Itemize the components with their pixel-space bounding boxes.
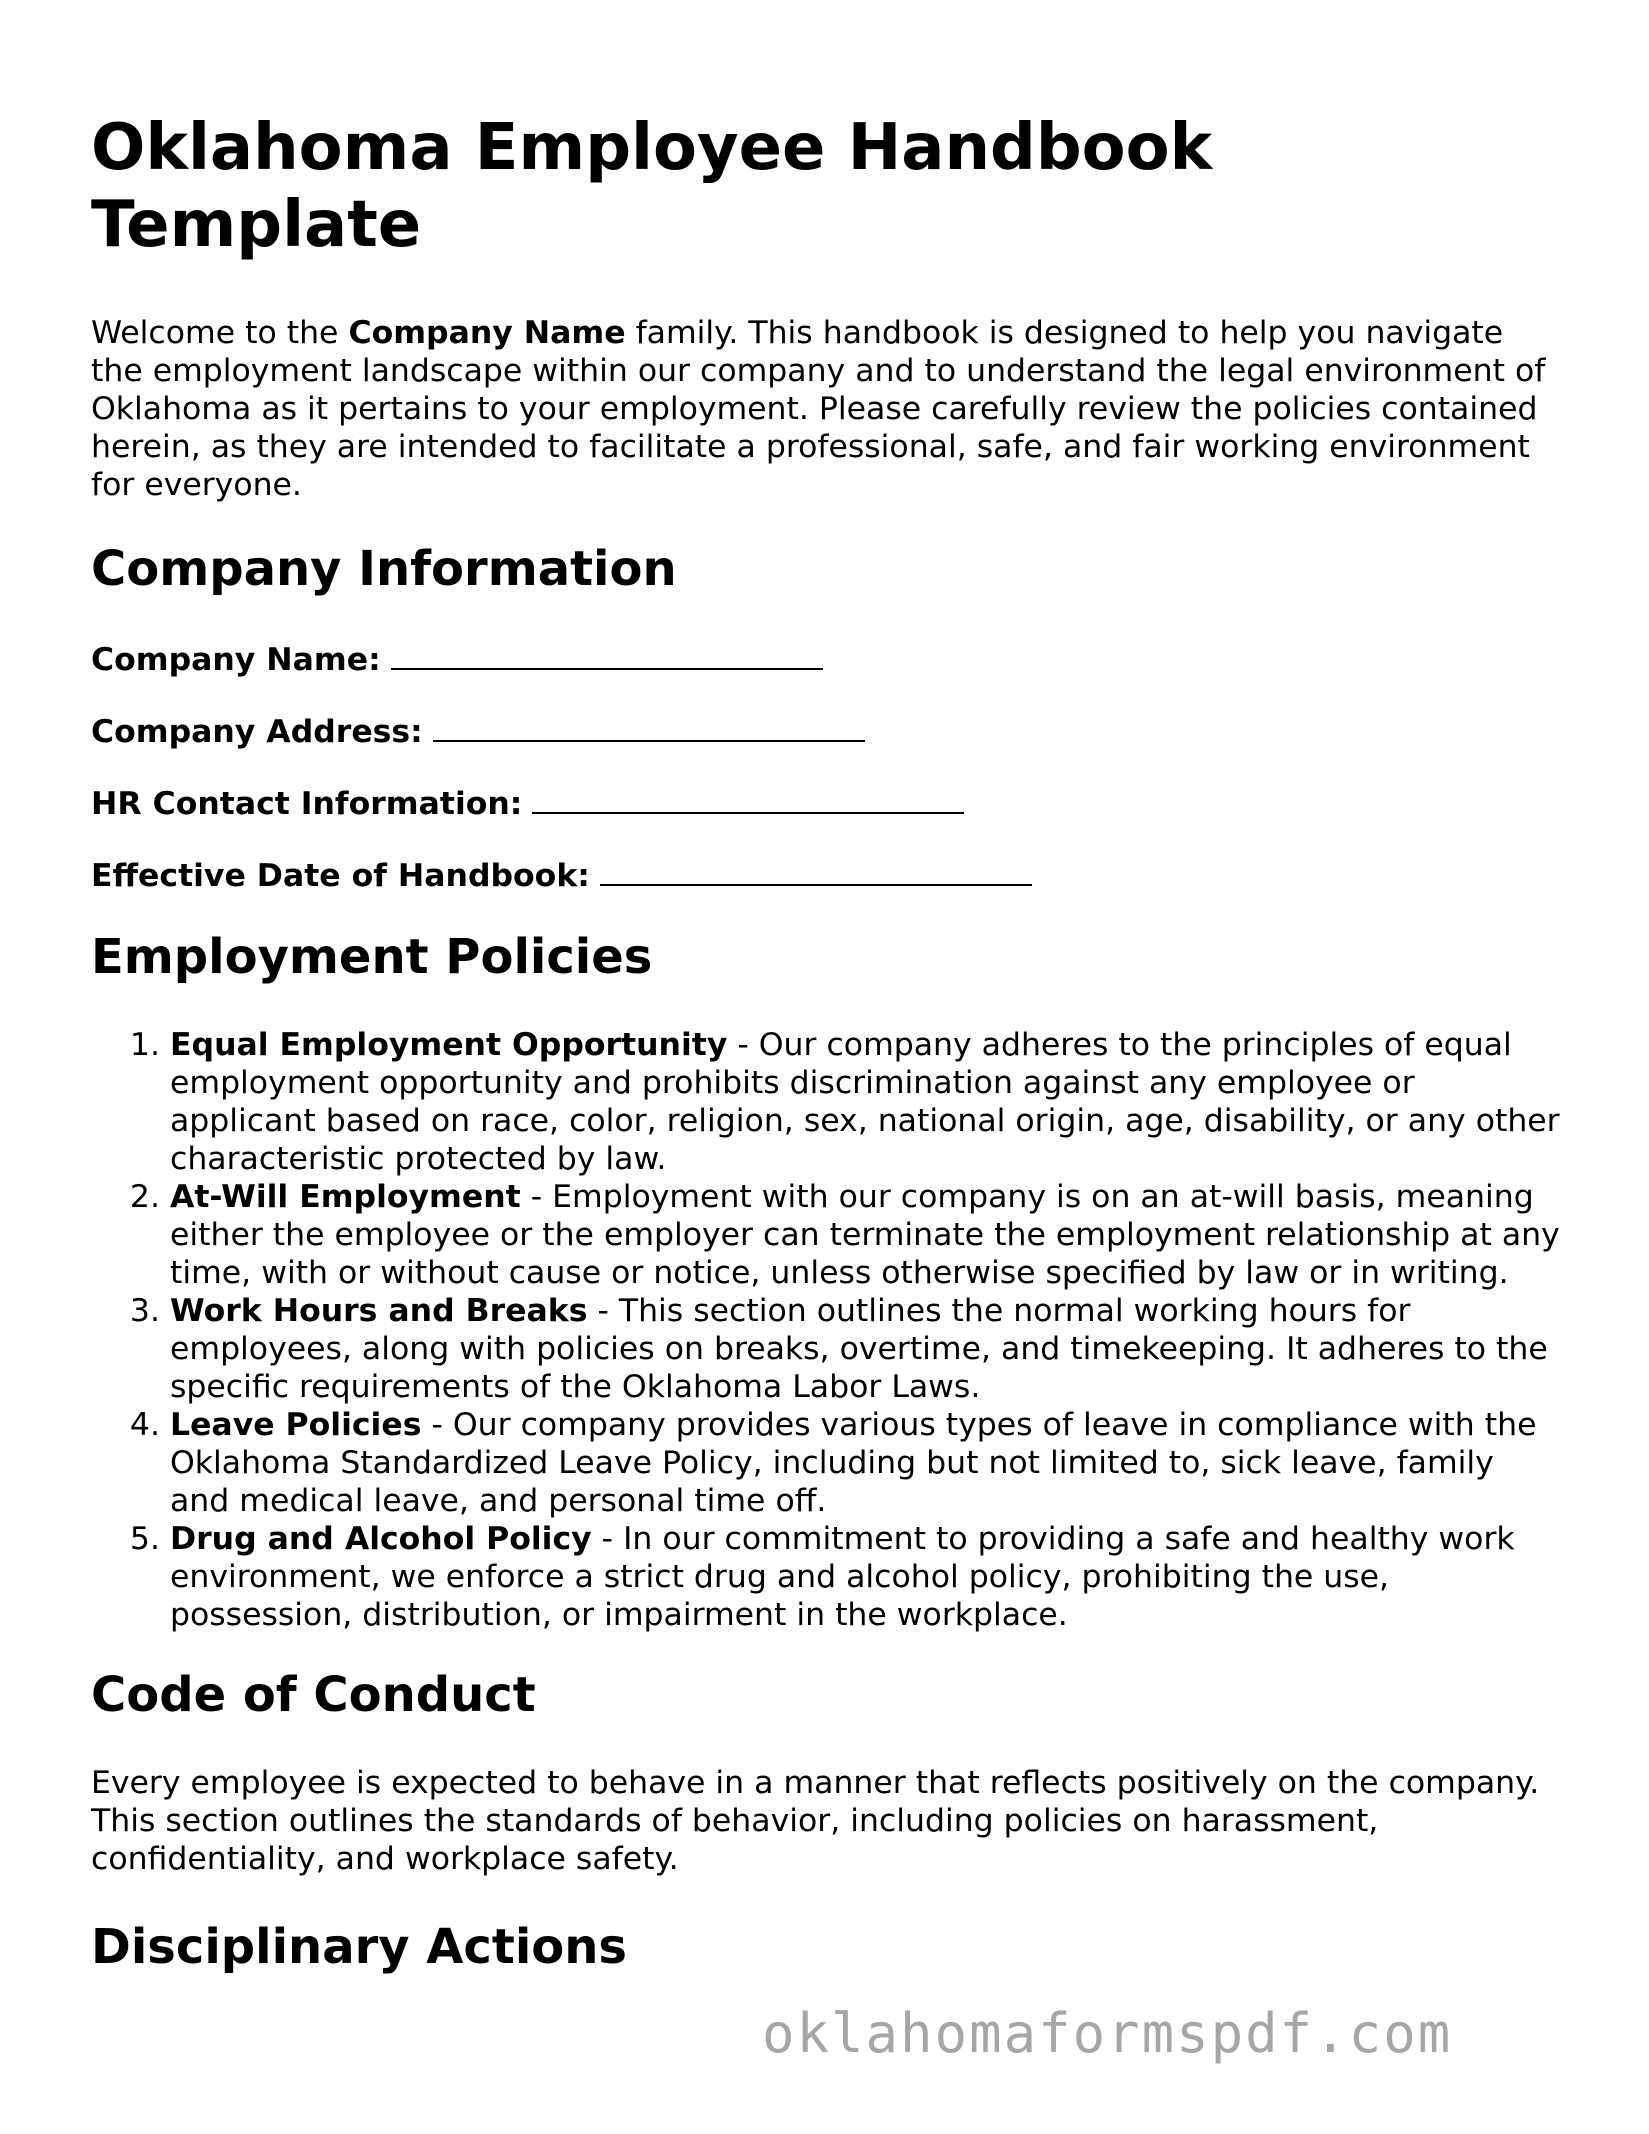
intro-company-name: Company Name bbox=[348, 315, 626, 351]
company-address-field bbox=[91, 712, 1561, 751]
policy-item bbox=[170, 1026, 1561, 1178]
code-of-conduct-heading: Code of Conduct bbox=[91, 1667, 536, 1723]
policy-item bbox=[170, 1520, 1561, 1634]
policy-item bbox=[170, 1292, 1561, 1406]
policy-item bbox=[170, 1178, 1561, 1292]
policy-title: Leave Policies bbox=[170, 1407, 422, 1443]
site-watermark: oklahomaformspdf.com bbox=[762, 2002, 1453, 2065]
intro-before: Welcome to the bbox=[91, 315, 349, 351]
company-information-heading: Company Information bbox=[91, 541, 677, 597]
company-address-label: Company Address: bbox=[91, 714, 423, 750]
code-of-conduct-paragraph: Every employee is expected to behave in a manner that reflects positively on the company. This section outlines the standards of behavior, including policies on harassment, confidentiality, and workplace safety. bbox=[91, 1765, 1540, 1877]
company-name-field bbox=[91, 640, 1561, 679]
employment-policies-heading: Employment Policies bbox=[91, 929, 653, 985]
employment-policies-list bbox=[91, 1026, 1561, 1634]
policy-title: Drug and Alcohol Policy bbox=[170, 1521, 592, 1557]
effective-date-blank[interactable] bbox=[600, 856, 1032, 886]
intro-paragraph bbox=[91, 314, 1561, 504]
policy-item bbox=[170, 1406, 1561, 1520]
policy-text: - Our company provides various types of leave in compliance with the Oklahoma Standardized Leave Policy, including but not limited to, sick leave, family and medical leave, and personal time off. bbox=[170, 1407, 1537, 1519]
policy-text: - In our commitment to providing a safe and healthy work environment, we enforce a strict drug and alcohol policy, prohibiting the use, possession, distribution, or impairment in the workplace. bbox=[170, 1521, 1515, 1633]
hr-contact-field bbox=[91, 784, 1561, 823]
policy-title: At-Will Employment bbox=[170, 1179, 521, 1215]
effective-date-field bbox=[91, 856, 1561, 895]
company-name-blank[interactable] bbox=[391, 640, 823, 670]
document-page bbox=[91, 110, 1561, 1976]
company-address-blank[interactable] bbox=[433, 712, 865, 742]
policy-text: - Our company adheres to the principles of equal employment opportunity and prohibits discrimination against any employee or applicant based on race, color, religion, sex, national origin, age, disability, or any other characteristic protected by law. bbox=[170, 1027, 1560, 1177]
policy-title: Equal Employment Opportunity bbox=[170, 1027, 728, 1063]
intro-after: family. This handbook is designed to help you navigate the employment landscape within our company and to understand the legal environment of Oklahoma as it pertains to your employment. Please carefully review the policies contained herein, as they are intended to facilitate a professional, safe, and fair working environment for everyone. bbox=[91, 315, 1546, 503]
hr-contact-blank[interactable] bbox=[532, 784, 964, 814]
policy-text: - This section outlines the normal working hours for employees, along with policies on breaks, overtime, and timekeeping. It adheres to the specific requirements of the Oklahoma Labor Laws. bbox=[170, 1293, 1548, 1405]
company-name-label: Company Name: bbox=[91, 642, 381, 678]
document-title: Oklahoma Employee Handbook Template bbox=[91, 111, 1213, 262]
effective-date-label: Effective Date of Handbook: bbox=[91, 858, 590, 894]
hr-contact-label: HR Contact Information: bbox=[91, 786, 523, 822]
policy-title: Work Hours and Breaks bbox=[170, 1293, 588, 1329]
disciplinary-actions-heading: Disciplinary Actions bbox=[91, 1919, 627, 1975]
policy-text: - Employment with our company is on an at-will basis, meaning either the employee or the employer can terminate the employment relationship at any time, with or without cause or notice, unless otherwise specified by law or in writing. bbox=[170, 1179, 1560, 1291]
